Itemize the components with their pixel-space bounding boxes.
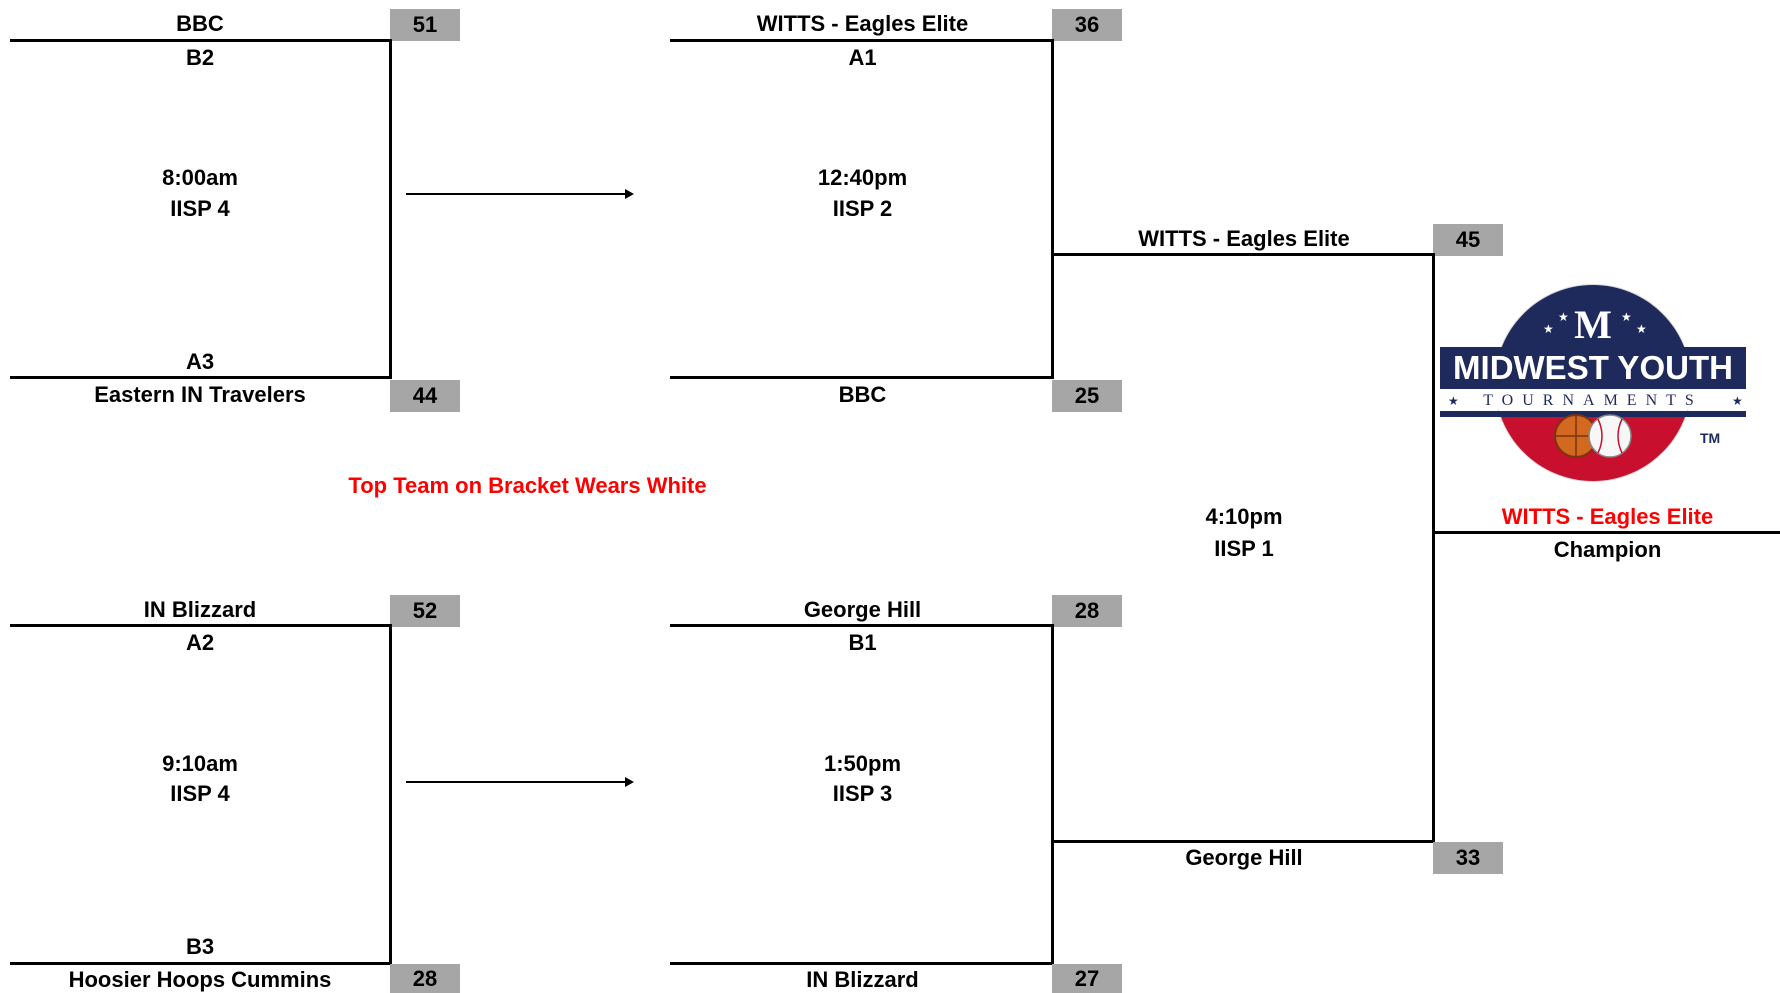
final-top-team: WITTS - Eagles Elite xyxy=(1138,226,1350,251)
advance-arrow xyxy=(406,193,632,195)
bracket-line xyxy=(1051,840,1435,843)
advance-arrow xyxy=(406,781,632,783)
semi2-top-seed: B1 xyxy=(848,630,877,655)
final-top-score: 45 xyxy=(1433,224,1503,256)
r1g2-top-score: 52 xyxy=(390,595,460,627)
semi1-bottom-score: 25 xyxy=(1052,380,1122,412)
svg-text:★: ★ xyxy=(1636,322,1647,336)
champion-team: WITTS - Eagles Elite xyxy=(1501,504,1714,529)
baseball-icon xyxy=(1589,415,1631,457)
logo-line1: MIDWEST YOUTH xyxy=(1453,349,1733,386)
r1g2-bottom-team: Hoosier Hoops Cummins xyxy=(68,967,332,992)
bracket-line xyxy=(670,624,1054,627)
semi1-top-seed: A1 xyxy=(848,45,877,70)
r1g1-time: 8:00am xyxy=(162,165,238,190)
r1g2-court: IISP 4 xyxy=(170,781,230,806)
champion-label: Champion xyxy=(1553,537,1662,562)
final-court: IISP 1 xyxy=(1214,536,1274,561)
semi1-top-team: WITTS - Eagles Elite xyxy=(756,11,969,36)
bracket-line xyxy=(10,39,392,42)
semi1-court: IISP 2 xyxy=(832,196,893,221)
semi2-court: IISP 3 xyxy=(832,781,893,806)
r1g1-bottom-team: Eastern IN Travelers xyxy=(94,382,306,407)
r1g2-bottom-score: 28 xyxy=(390,964,460,993)
r1g1-bottom-score: 44 xyxy=(390,380,460,412)
r1g1-top-seed: B2 xyxy=(185,45,215,70)
r1g1-top-score: 51 xyxy=(390,9,460,41)
bracket-line xyxy=(670,962,1054,965)
bracket-note: Top Team on Bracket Wears White xyxy=(348,473,707,498)
bracket-line xyxy=(389,39,392,379)
midwest-youth-tournaments-logo xyxy=(1438,283,1750,483)
final-time: 4:10pm xyxy=(1205,504,1283,529)
logo-tm: TM xyxy=(1700,430,1721,446)
semi1-top-score: 36 xyxy=(1052,9,1122,41)
svg-text:★: ★ xyxy=(1448,394,1459,408)
r1g1-court: IISP 4 xyxy=(170,196,230,221)
semi2-top-score: 28 xyxy=(1052,595,1122,627)
bracket-line xyxy=(1051,624,1054,965)
semi1-bottom-team: BBC xyxy=(838,382,887,407)
bracket-line xyxy=(389,624,392,965)
r1g2-top-seed: A2 xyxy=(185,630,215,655)
bracket-line xyxy=(1051,39,1054,379)
svg-text:★: ★ xyxy=(1732,394,1743,408)
svg-text:★: ★ xyxy=(1543,322,1554,336)
bracket-line xyxy=(670,376,1054,379)
bracket-line xyxy=(670,39,1054,42)
bracket-line xyxy=(10,376,392,379)
semi2-bottom-team: IN Blizzard xyxy=(806,967,919,992)
svg-text:★: ★ xyxy=(1621,310,1632,324)
r1g2-top-team: IN Blizzard xyxy=(143,597,257,622)
r1g1-top-team: BBC xyxy=(176,11,224,36)
semi1-time: 12:40pm xyxy=(817,165,908,190)
semi2-time: 1:50pm xyxy=(823,751,902,776)
final-bottom-team: George Hill xyxy=(1185,845,1303,870)
r1g2-time: 9:10am xyxy=(162,751,238,776)
semi2-bottom-score: 27 xyxy=(1052,964,1122,993)
bracket-line xyxy=(10,624,392,627)
bracket-line xyxy=(10,962,392,965)
r1g2-bottom-seed: B3 xyxy=(185,934,215,959)
logo-line2: TOURNAMENTS xyxy=(1483,392,1703,409)
logo-monogram: M xyxy=(1574,302,1612,347)
semi2-top-team: George Hill xyxy=(803,597,922,622)
bracket-line xyxy=(1051,253,1435,256)
svg-text:★: ★ xyxy=(1558,310,1569,324)
bracket-line xyxy=(1432,531,1780,534)
r1g1-bottom-seed: A3 xyxy=(185,349,215,374)
final-bottom-score: 33 xyxy=(1433,842,1503,874)
